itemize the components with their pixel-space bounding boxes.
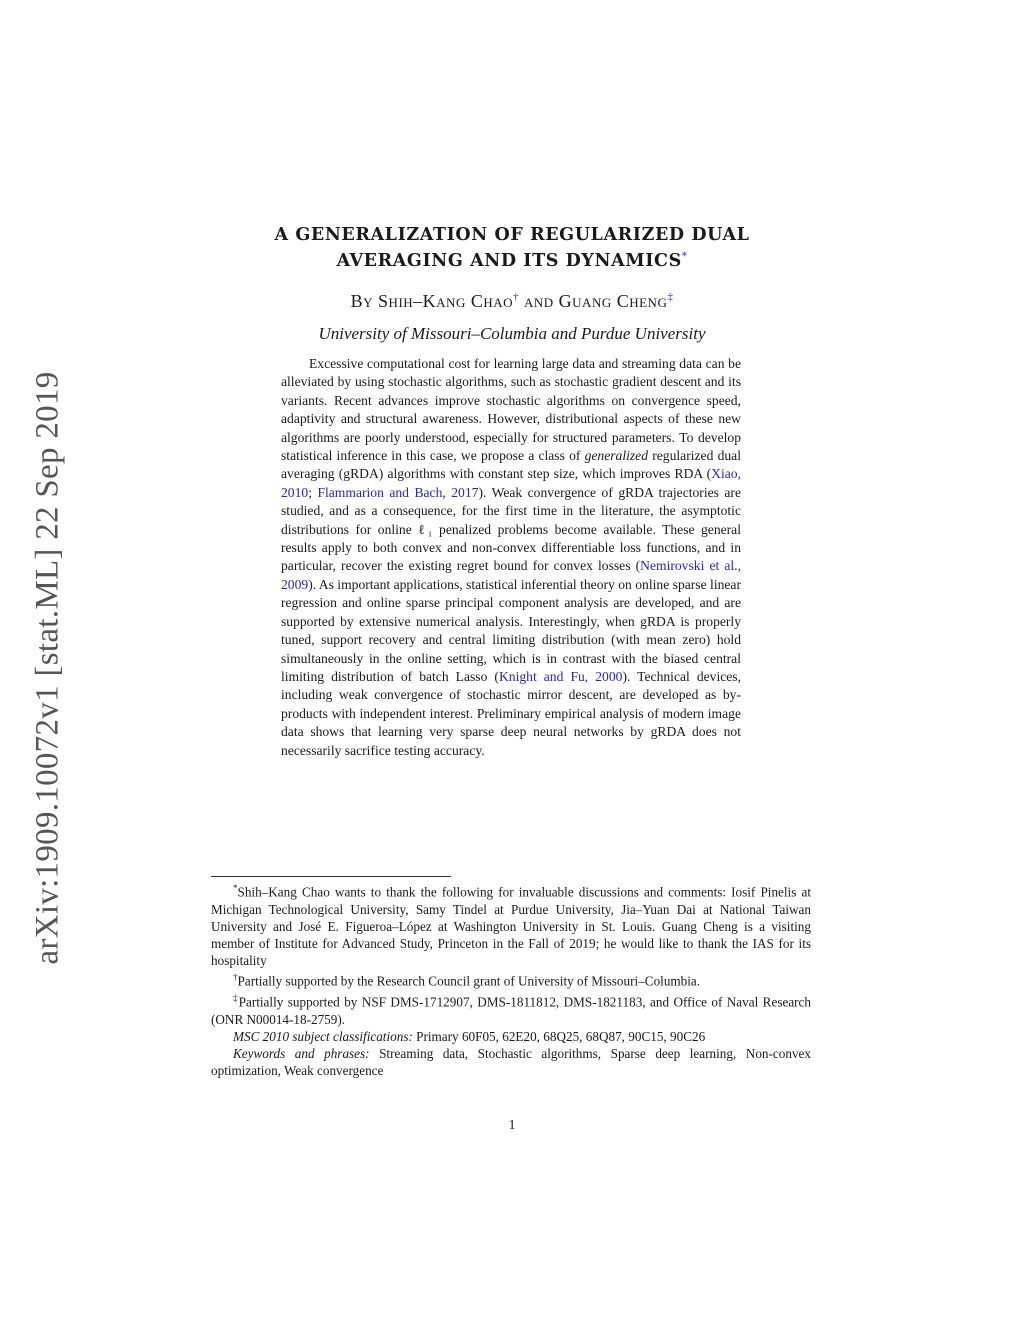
abstract xyxy=(281,355,741,760)
title-line-1: A GENERALIZATION OF REGULARIZED DUAL xyxy=(274,225,750,245)
abstract-text-2: regularized dual averaging (gRDA) algorithms with constant step size, which improves RDA ( xyxy=(281,448,741,482)
footnote-rule xyxy=(211,876,451,877)
abstract-emphasis: generalized xyxy=(584,448,649,464)
keywords xyxy=(211,1045,811,1079)
footnote-3-mark: ‡ xyxy=(233,993,239,1003)
footnote-1 xyxy=(211,880,811,969)
abstract-text-5: ). Technical devices, including weak convergence of stochastic mirror descent, are developed as by-products with independent interest. Preliminary empirical analysis of modern image data shows that learning very sparse deep neural networks by gRDA does not necessarily sacrifice testing accuracy. xyxy=(281,668,741,758)
author-line xyxy=(200,291,824,312)
footnote-1-mark: * xyxy=(233,883,238,893)
abstract-text-1: Excessive computational cost for learning large data and streaming data can be alleviated by using stochastic algorithms, such as stochastic gradient descent and its variants. Recent advances improve stochastic algorithms on convergence speed, adaptivity and structural awareness. However, distributional aspects of these new algorithms are poorly understood, especially for structured parameters. To develop statistical inference in this case, we propose a class of xyxy=(281,356,741,464)
citation-knight[interactable]: Knight and Fu, 2000 xyxy=(498,668,623,684)
keywords-label: Keywords and phrases: xyxy=(233,1046,370,1061)
citation-separator: ; xyxy=(308,484,318,500)
citation-flammarion[interactable]: Flammarion and Bach, 2017 xyxy=(317,484,479,500)
arxiv-sidebar xyxy=(28,348,68,988)
footnote-2-mark: † xyxy=(233,972,238,983)
msc-codes: Primary 60F05, 62E20, 68Q25, 68Q87, 90C15, 90C26 xyxy=(416,1028,706,1044)
arxiv-identifier: arXiv:1909.10072v1 [stat.ML] 22 Sep 2019 xyxy=(29,371,66,965)
author-2: Guang Cheng xyxy=(558,291,668,311)
keywords-text: Streaming data, Stochastic algorithms, Sparse deep learning, Non-convex optimization, Weak convergence xyxy=(211,1046,811,1079)
page-number: 1 xyxy=(508,1118,516,1133)
abstract-text-4: ). As important applications, statistical inferential theory on online sparse linear regression and online sparse principal component analysis are developed, and are supported by extensive numerical analysis. Interestingly, when gRDA is properly tuned, support recovery and central limiting distribution (with mean zero) hold simultaneously in the online setting, which is in contrast with the biased central limiting distribution of batch Lasso ( xyxy=(281,576,741,684)
footnote-1-text: Shih–Kang Chao wants to thank the following for invaluable discussions and comments: Iosif Pinelis at Michigan Technological University, Samy Tindel at Purdue University, Jia–Yuan Dai at National Taiwan University and José E. Figueroa–López at Washington University in St. Louis. Guang Cheng is a visiting member of Institute for Advanced Study, Princeton in the Fall of 2019; he would like to thank the IAS for its hospitality xyxy=(211,884,811,969)
author-2-mark[interactable]: ‡ xyxy=(667,291,674,303)
affiliation: University of Missouri–Columbia and Purdue University xyxy=(318,324,706,343)
footnote-3 xyxy=(211,990,811,1028)
title-line-2: AVERAGING AND ITS DYNAMICS xyxy=(336,250,682,271)
citation-nemirovski[interactable]: Nemirovski et al., 2009 xyxy=(281,558,741,592)
msc-classification xyxy=(211,1028,811,1045)
paper-title xyxy=(200,224,824,272)
footnotes xyxy=(211,880,811,1079)
and-label: and xyxy=(524,291,554,311)
abstract-text-3: ). Weak convergence of gRDA trajectories are studied, and as a consequence, for the first time in the literature, the asymptotic distributions for online ℓ₁ penalized problems become available. These general results apply to both convex and non-convex differentiable loss functions, and in particular, recover the existing regret bound for convex losses ( xyxy=(281,484,741,574)
citation-xiao[interactable]: Xiao, 2010 xyxy=(281,466,741,500)
footnote-3-text: Partially supported by NSF DMS-1712907, DMS-1811812, DMS-1821183, and Office of Naval Research (ONR N00014-18-2759). xyxy=(211,994,812,1027)
footnote-2 xyxy=(211,969,811,990)
author-1-mark[interactable]: † xyxy=(513,291,519,303)
msc-label: MSC 2010 subject classifications: xyxy=(233,1028,413,1044)
author-1: Shih–Kang Chao xyxy=(378,291,513,311)
title-footnote-mark[interactable]: * xyxy=(681,251,688,262)
by-label: By xyxy=(350,291,374,311)
footnote-2-text: Partially supported by the Research Council grant of University of Missouri–Columbia. xyxy=(237,973,701,989)
